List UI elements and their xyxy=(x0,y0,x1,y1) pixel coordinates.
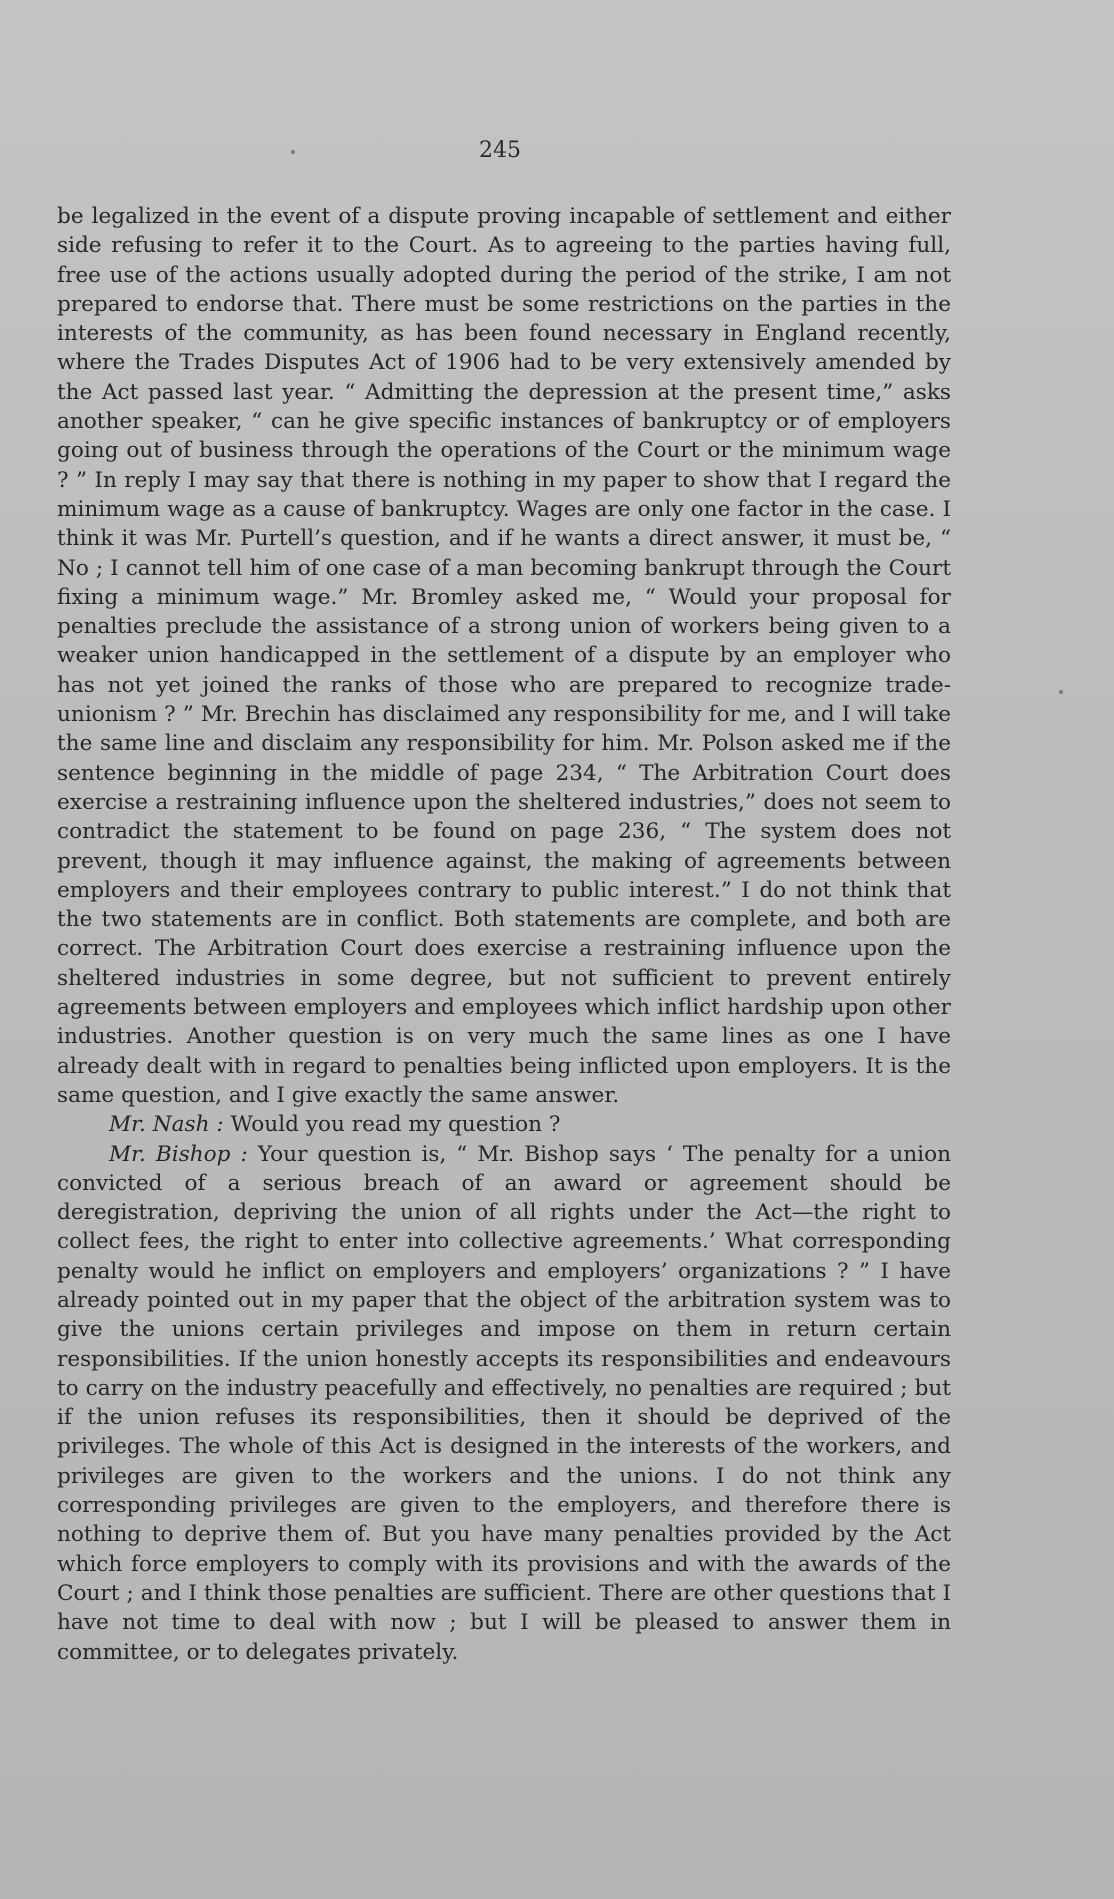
body-text xyxy=(57,202,951,1667)
paragraph xyxy=(57,202,951,1110)
paragraph xyxy=(57,1110,951,1139)
paragraph-text: Would you read my question ? xyxy=(230,1112,561,1138)
page-speck xyxy=(1059,690,1063,694)
paragraph xyxy=(57,1140,951,1667)
speaker-name: Mr. Nash : xyxy=(109,1112,224,1138)
page-number: 245 xyxy=(479,138,521,163)
paragraph-text: be legalized in the event of a dispute proving incapable of settlement and either side refusing to refer it to the Court. As to agreeing to the parties having full, free use of the actions usually adopted during the period of the strike, I am not prepared to endorse that. There must be some restrictions on the parties in the interests of the community, as has been found necessary in England recently, where the Trades Disputes Act of 1906 had to be very extensively amended by the Act passed last year. “ Admitting the depression at the present time,” asks another speaker, “ can he give specific instances of bankruptcy or of employers going out of business through the operations of the Court or the minimum wage ? ” In reply I may say that there is nothing in my paper to show that I regard the minimum wage as a cause of bankruptcy. Wages are only one factor in the case. I think it was Mr. Purtell’s question, and if he wants a direct answer, it must be, “ No ; I cannot tell him of one case of a man becoming bankrupt through the Court fixing a minimum wage.” Mr. Bromley asked me, “ Would your proposal for penalties preclude the assistance of a strong union of workers being given to a weaker union handicapped in the settlement of a dispute by an employer who has not yet joined the ranks of those who are prepared to recognize trade-unionism ? ” Mr. Brechin has disclaimed any responsibility for me, and I will take the same line and disclaim any responsibility for him. Mr. Polson asked me if the sentence beginning in the middle of page 234, “ The Arbitration Court does exercise a restraining influence upon the sheltered industries,” does not seem to contradict the statement to be found on page 236, “ The system does not prevent, though it may influence against, the making of agreements between employers and their employees contrary to public interest.” I do not think that the two statements are in conflict. Both statements are complete, and both are correct. The Arbitration Court does exercise a restraining influence upon the sheltered industries in some degree, but not sufficient to prevent entirely agreements between employers and employees which inflict hardship upon other industries. Another question is on very much the same lines as one I have already dealt with in regard to penalties being inflicted upon employers. It is the same question, and I give exactly the same answer. xyxy=(57,204,951,1108)
paragraph-text: Your question is, “ Mr. Bishop says ‘ The penalty for a union convicted of a serious breach of an award or agreement should be deregistration, depriving the union of all rights under the Act—the right to collect fees, the right to enter into collective agreements.’ What corresponding penalty would he inflict on employers and employers’ organizations ? ” I have already pointed out in my paper that the object of the arbitration system was to give the unions certain privileges and impose on them in return certain responsibilities. If the union honestly accepts its responsibilities and endeavours to carry on the industry peacefully and effectively, no penalties are required ; but if the union refuses its responsibilities, then it should be deprived of the privileges. The whole of this Act is designed in the interests of the workers, and privileges are given to the workers and the unions. I do not think any corresponding privileges are given to the employers, and therefore there is nothing to deprive them of. But you have many penalties provided by the Act which force employers to comply with its provisions and with the awards of the Court ; and I think those penalties are sufficient. There are other questions that I have not time to deal with now ; but I will be pleased to answer them in committee, or to delegates privately. xyxy=(57,1141,951,1665)
speaker-name: Mr. Bishop : xyxy=(109,1141,248,1167)
